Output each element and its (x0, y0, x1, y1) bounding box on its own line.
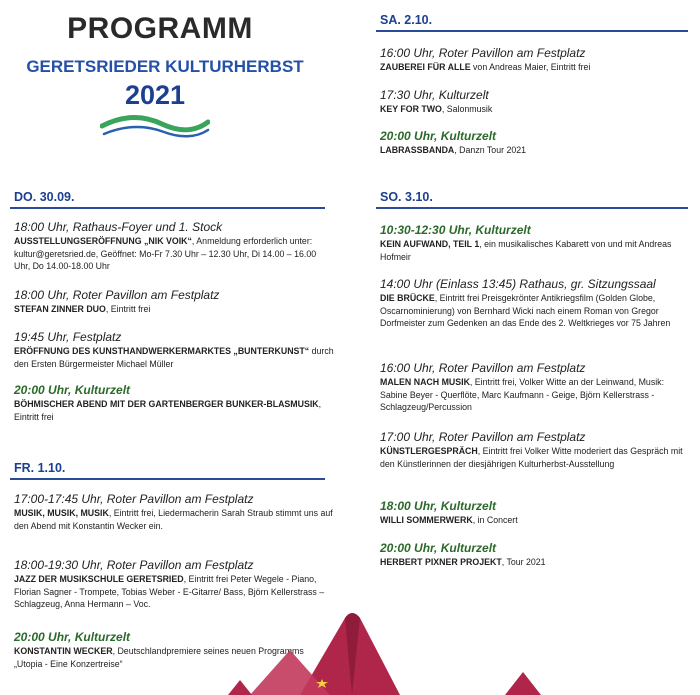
day-divider (10, 207, 325, 209)
event-title: STEFAN ZINNER DUO (14, 304, 106, 314)
event-details: , in Concert (472, 515, 518, 525)
event-item (14, 287, 334, 316)
festival-tent-illustration (0, 600, 700, 695)
event-time: 10:30-12:30 Uhr, Kulturzelt (380, 223, 531, 237)
event-title: LABRASSBANDA (380, 145, 455, 155)
event-desc (380, 238, 690, 263)
event-time: 20:00 Uhr, Kulturzelt (380, 541, 497, 555)
day-divider (376, 30, 688, 32)
event-title: AUSSTELLUNGSERÖFFNUNG „NIK VOIK“ (14, 236, 192, 246)
event-desc (14, 507, 334, 532)
event-desc (14, 345, 334, 370)
event-item (380, 45, 690, 74)
event-item (380, 276, 690, 330)
event-time: 19:45 Uhr, Festplatz (14, 330, 122, 344)
event-title: KONSTANTIN WECKER (14, 646, 113, 656)
event-details: durch den Ersten Bürgermeister Michael Müller (14, 346, 334, 369)
event-title: MUSIK, MUSIK, MUSIK (14, 508, 109, 518)
event-title: MALEN NACH MUSIK (380, 377, 470, 387)
event-details: , Salonmusik (441, 104, 493, 114)
event-item (380, 360, 690, 414)
event-desc (380, 61, 690, 74)
event-details: , Anmeldung erforderlich unter: kultur@geretsried.de, Geöffnet: Mo-Fr 7.30 Uhr – 12.30 Uhr, Di 14.00 – 16.00 Uhr, Do 14.00-18.00 Uhr (14, 236, 317, 272)
event-item (14, 491, 334, 532)
event-title: HERBERT PIXNER PROJEKT (380, 557, 502, 567)
event-item (14, 219, 334, 273)
event-time: 20:00 Uhr, Kulturzelt (14, 383, 131, 397)
event-desc (380, 292, 690, 330)
event-desc (14, 398, 334, 423)
event-item (380, 429, 690, 470)
event-time: 17:00 Uhr, Roter Pavillon am Festplatz (380, 430, 586, 444)
event-item (380, 128, 690, 157)
event-title: BÖHMISCHER ABEND MIT DER GARTENBERGER BUNKER-BLASMUSIK (14, 399, 319, 409)
program-header (0, 0, 330, 175)
event-time: 20:00 Uhr, Kulturzelt (380, 129, 497, 143)
event-title: ZAUBEREI FÜR ALLE (380, 62, 471, 72)
event-details: , Eintritt frei, Liedermacherin Sarah Straub stimmt uns auf den Abend mit Konstantin Wecker ein. (14, 508, 333, 531)
event-details: , Eintritt frei (14, 399, 322, 422)
event-details: , Eintritt frei, Volker Witte an der Leinwand, Musik: Sabine Beyer - Querflöte, Marc Kaufmann - Geige, Björn Kellerstrass - Schlagzeug/Percussion (380, 377, 665, 413)
festival-year: 2021 (124, 80, 186, 110)
event-time: 14:00 Uhr (Einlass 13:45) Rathaus, gr. Sitzungssaal (380, 277, 656, 291)
event-desc (380, 445, 690, 470)
event-title: JAZZ DER MUSIKSCHULE GERETSRIED (14, 574, 184, 584)
event-item (14, 329, 334, 370)
event-item (380, 540, 690, 569)
event-time: 18:00 Uhr, Roter Pavillon am Festplatz (14, 288, 220, 302)
event-item (14, 382, 334, 423)
event-time: 18:00-19:30 Uhr, Roter Pavillon am Festplatz (14, 558, 254, 572)
event-time: 18:00 Uhr, Kulturzelt (380, 499, 497, 513)
event-details: , Eintritt frei Peter Wegele - Piano, Florian Sagner - Trompete, Tobias Weber - E-Gitarre/ Bass, Björn Kellerstrass – Schlagzeug, Anna Hermann – Voc. (14, 574, 325, 610)
event-time: 16:00 Uhr, Roter Pavillon am Festplatz (380, 361, 586, 375)
day-divider (10, 478, 325, 480)
event-time: 17:30 Uhr, Kulturzelt (380, 88, 489, 102)
day-heading-thursday: DO. 30.09. (14, 190, 75, 204)
event-item (380, 87, 690, 116)
event-details: , Tour 2021 (501, 557, 546, 567)
festival-name: GERETSRIEDER KULTURHERBST (26, 57, 304, 76)
event-desc (380, 556, 690, 569)
event-time: 20:00 Uhr, Kulturzelt (14, 630, 131, 644)
day-heading-friday: FR. 1.10. (14, 461, 66, 475)
event-title: ERÖFFNUNG DES KUNSTHANDWERKERMARKTES „BUNTERKUNST“ (14, 346, 310, 356)
event-details: , Deutschlandpremiere seines neuen Programms „Utopia - Eine Konzertreise“ (14, 646, 304, 669)
wave-logo-icon (100, 112, 210, 142)
event-details: , Eintritt frei Volker Witte moderiert das Gespräch mit den Künstlerinnen der diesjährigen Kulturherbst-Ausstellung (380, 446, 683, 469)
event-time: 17:00-17:45 Uhr, Roter Pavillon am Festplatz (14, 492, 254, 506)
event-item (380, 498, 690, 527)
event-details: von Andreas Maier, Eintritt frei (470, 62, 591, 72)
event-title: KEY FOR TWO (380, 104, 442, 114)
day-heading-sunday: SO. 3.10. (380, 190, 433, 204)
event-title: KEIN AUFWAND, TEIL 1 (380, 239, 480, 249)
event-desc (380, 144, 690, 157)
page-title: PROGRAMM (67, 12, 253, 45)
event-details: , Danzn Tour 2021 (454, 145, 527, 155)
event-details: , ein musikalisches Kabarett von und mit Andreas Hofmeir (380, 239, 672, 262)
event-details: , Eintritt frei (105, 304, 151, 314)
event-desc (14, 235, 334, 273)
event-desc (380, 376, 690, 414)
event-title: DIE BRÜCKE (380, 293, 435, 303)
event-desc (380, 514, 690, 527)
event-time: 18:00 Uhr, Rathaus-Foyer und 1. Stock (14, 220, 223, 234)
day-heading-saturday: SA. 2.10. (380, 13, 433, 27)
event-time: 16:00 Uhr, Roter Pavillon am Festplatz (380, 46, 586, 60)
event-title: KÜNSTLERGESPRÄCH (380, 446, 478, 456)
event-desc (14, 303, 334, 316)
event-details: , Eintritt frei Preisgekrönter Antikriegsfilm (Golden Globe, Oscarnominierung) von Bernhard Wicki nach einem Roman von Gregor Dorfmeister zum Gedenken an das Ende des 2. Weltkrieges vor 75 Jahren (380, 293, 671, 329)
event-title: WILLI SOMMERWERK (380, 515, 473, 525)
day-divider (376, 207, 688, 209)
event-item (380, 222, 690, 263)
event-desc (380, 103, 690, 116)
